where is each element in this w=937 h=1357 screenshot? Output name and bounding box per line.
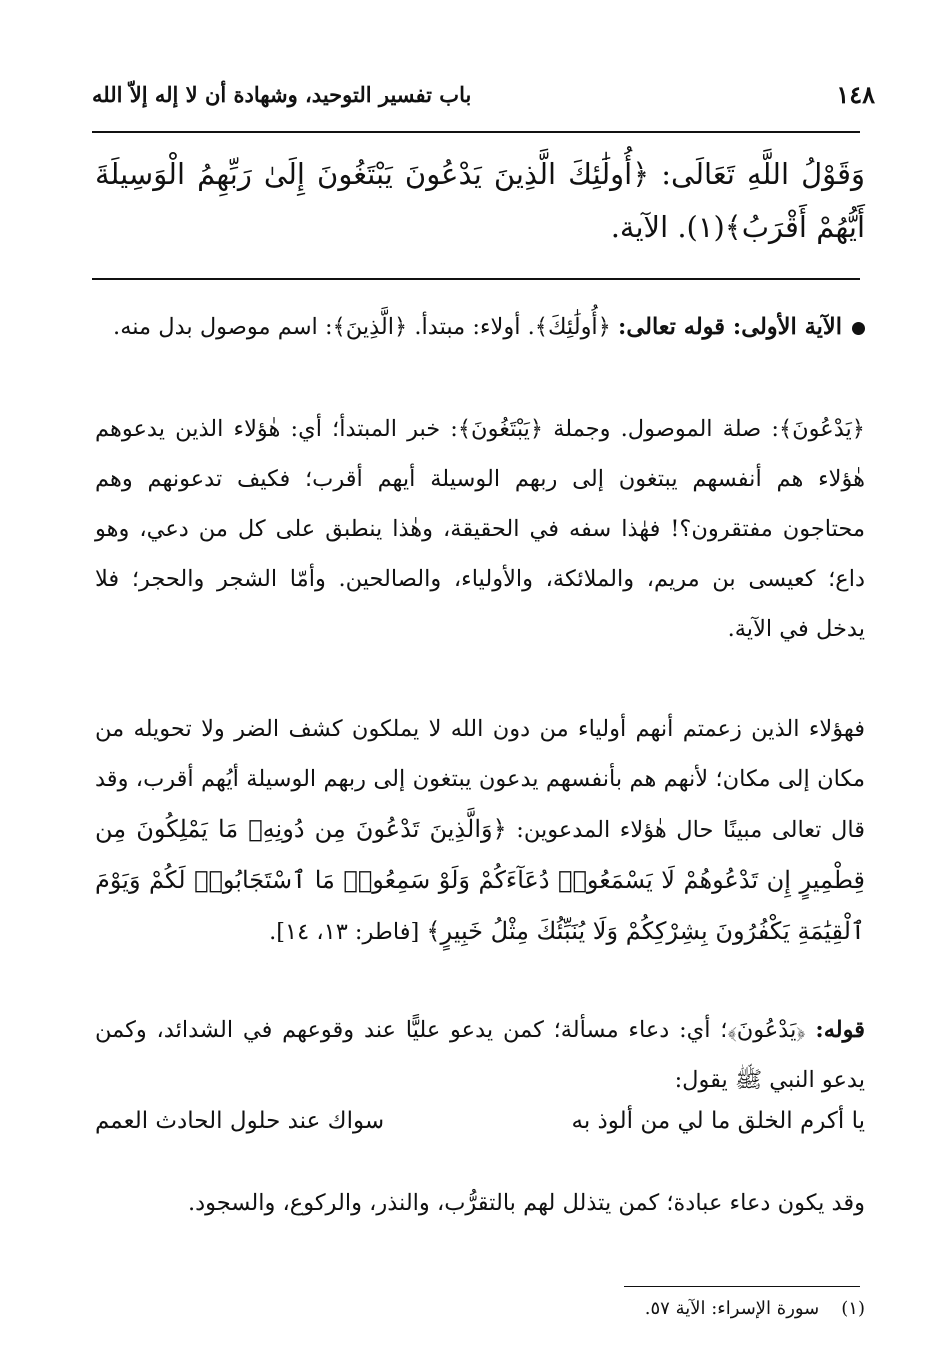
paragraph-explanation: ﴿يَدْعُونَ﴾: صلة الموصول. وجملة ﴿يَبْتَغُونَ﴾: خبر المبتدأ؛ أي: هٰؤلاء الذين يدعوهم هٰؤلاء هم أنفسهم يبتغون إلى ربهم الوسيلة أيهم أقرب؛ فكيف تدعونهم وهم محتاجون مفتقرون؟! فهٰذا سفه في الحقيقة، وهٰذا ينطبق على كل من دعي، وهو داع؛ كعيسى بن مريم، والملائكة، والأولياء، والصالحين. وأمّا الشجر والحجر؛ فلا يدخل في الآية.: [95, 416, 865, 642]
poetry-verse: [95, 1108, 865, 1134]
bullet-icon: [852, 322, 865, 335]
running-head: [92, 72, 875, 116]
footnote-number: (١): [841, 1298, 865, 1319]
paragraph-worship: وقد يكون دعاء عبادة؛ كمن يتذلل لهم بالتقرُّب، والنذر، والركوع، والسجود.: [188, 1190, 865, 1216]
paragraph-text: فهؤلاء الذين زعمتم أنهم أولياء من دون الله لا يملكون كشف الضر ولا تحويله من مكان إلى مكان؛ لأنهم هم بأنفسهم يدعون يبتغون إلى ربهم الوسيلة أيُهم أقرب، وقد قال تعالى مبينًا حال هٰؤلاء المدعوين:: [95, 716, 865, 843]
footnote: [95, 1298, 865, 1319]
footnote-rule: [624, 1286, 860, 1287]
quote-reference: [فاطر: ١٣، ١٤].: [269, 919, 420, 945]
verse-first-half: يا أكرم الخلق ما لي من ألوذ به: [571, 1108, 865, 1134]
paragraph-lead: قوله:: [815, 1017, 866, 1043]
paragraph-text: ﴿يَدْعُونَ﴾؛ أي: دعاء مسألة؛ كمن يدعو عليًّا عند وقوعهم في الشدائد، وكمن يدعو النبي ﷺ يقول:: [95, 1017, 865, 1093]
intro-verse: وَقَوْلُ اللَّهِ تَعَالَى: ﴿أُولَٰئِكَ الَّذِينَ يَدْعُونَ يَبْتَغُونَ إِلَىٰ رَبِّهِمُ الْوَسِيلَةَ أَيُّهُمْ أَقْرَبُ﴾(١). الآية.: [95, 157, 865, 244]
paragraph-commentary: [95, 704, 865, 957]
header-rule: [92, 131, 860, 133]
paragraph-supplication: [95, 1005, 865, 1105]
paragraph-text: ﴿أُولَٰئِكَ﴾. أولاء: مبتدأ. ﴿الَّذِينَ﴾: اسم موصول بدل منه.: [113, 314, 611, 340]
footnote-text: سورة الإسراء: الآية ٥٧.: [644, 1298, 820, 1319]
paragraph-first-verse: [95, 302, 865, 352]
chapter-title: باب تفسير التوحيد، وشهادة أن لا إله إلاّ الله: [92, 81, 472, 107]
page-number: ١٤٨: [836, 79, 875, 109]
paragraph-lead: الآية الأولى: قوله تعالى:: [618, 314, 842, 340]
quran-quote: ﴿وَالَّذِينَ تَدْعُونَ مِن دُونِهِۦ مَا يَمْلِكُونَ مِن قِطْمِيرٍ إِن تَدْعُوهُمْ لَا يَسْمَعُوا۟ دُعَآءَكُمْ وَلَوْ سَمِعُوا۟ مَا ٱسْتَجَابُوا۟ لَكُمْ وَيَوْمَ ٱلْقِيَٰمَةِ يَكْفُرُونَ بِشِرْكِكُمْ وَلَا يُنَبِّئُكَ مِثْلُ خَبِيرٍ﴾: [95, 815, 865, 945]
section-rule: [92, 278, 860, 280]
verse-second-half: سواك عند حلول الحادث العمم: [95, 1108, 385, 1134]
